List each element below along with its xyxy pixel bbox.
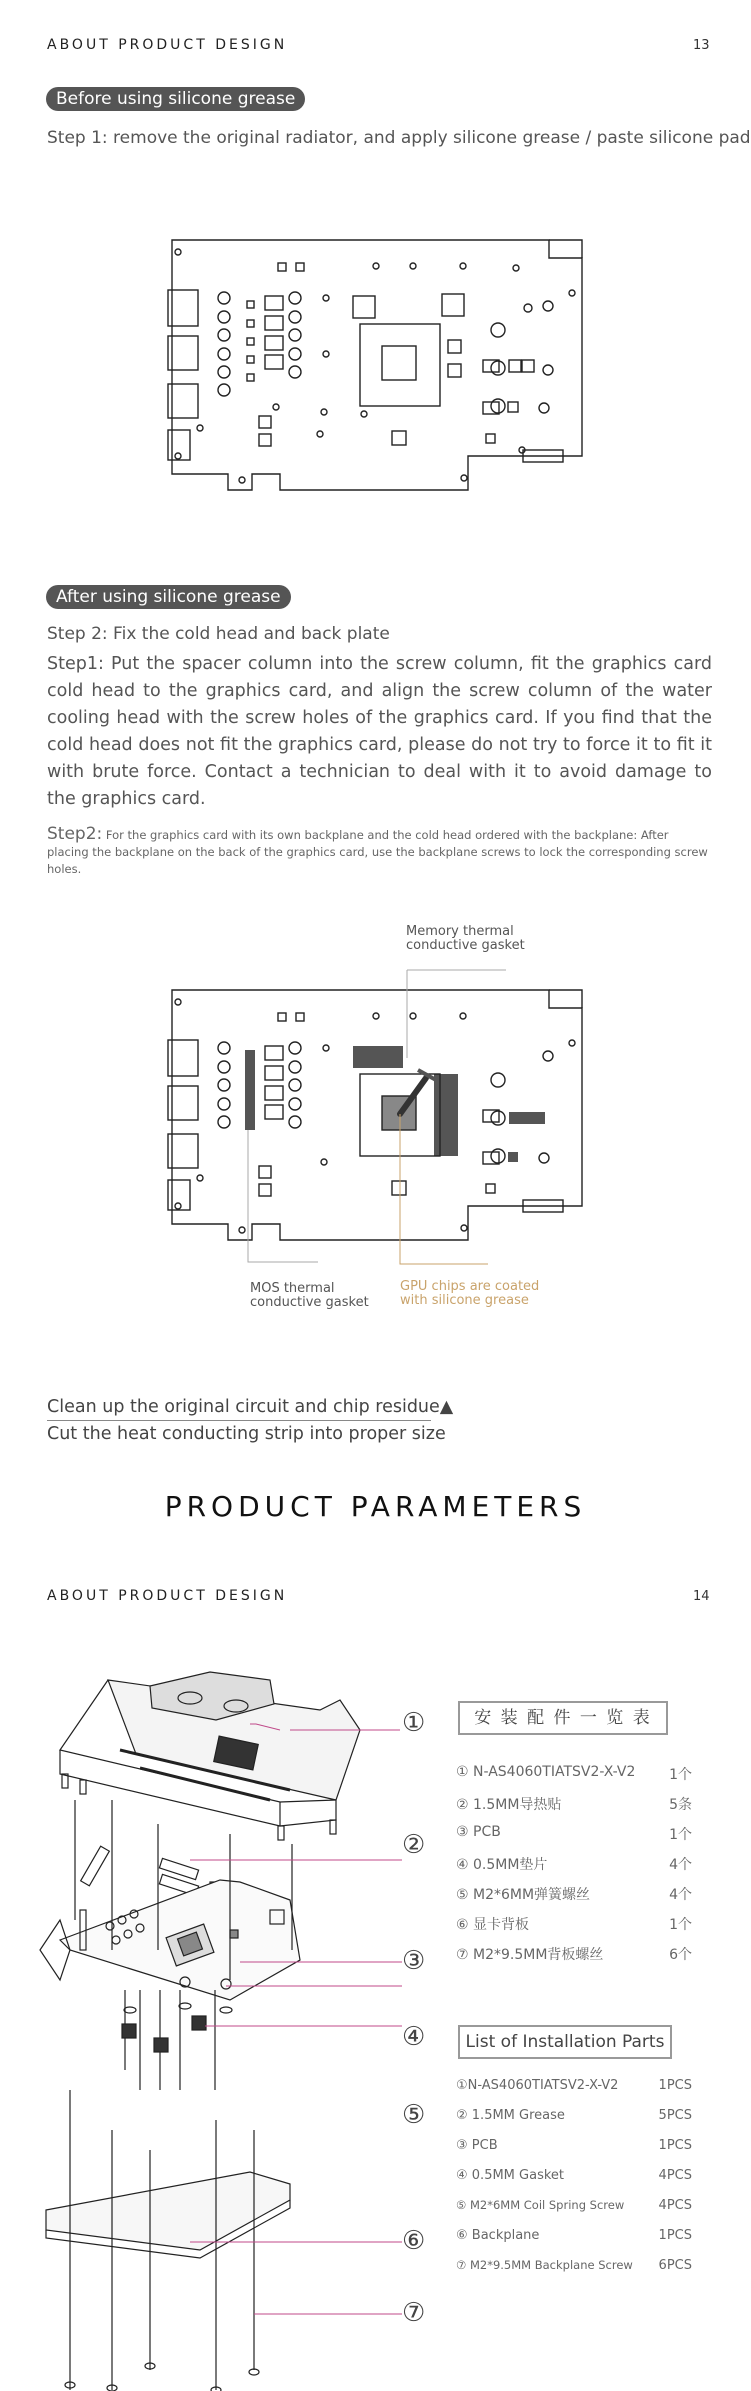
callout-7: ⑦: [402, 2298, 426, 2328]
step2-text: For the graphics card with its own backplane and the cold head ordered with the backplane: After placing the backplane on the back of the graphics card, use the backplane screws to lock the corresponding screw holes.: [47, 828, 708, 876]
list-item: ① N-AS4060TIATSV2-X-V2 1个: [456, 1764, 692, 1783]
callout-2: ②: [402, 1830, 426, 1860]
step2-paragraph: [47, 826, 712, 878]
pcb-diagram-after: [168, 988, 593, 1254]
callout-4: ④: [402, 2022, 426, 2052]
mos-callout-line1: MOS thermal: [250, 1281, 335, 1296]
list-item: ② 1.5MM导热贴 5条: [456, 1797, 692, 1813]
callout-5: ⑤: [402, 2100, 426, 2130]
section-title: PRODUCT PARAMETERS: [164, 1490, 587, 1523]
list-item: ④ 0.5MM Gasket 4PCS: [456, 2168, 692, 2183]
gpu-callout: [400, 1280, 539, 1308]
cut-strip-note: Cut the heat conducting strip into proper size: [47, 1424, 446, 1444]
page-header: ABOUT PRODUCT DESIGN: [47, 1588, 288, 1604]
memory-callout: [406, 925, 525, 953]
cn-parts-list: [456, 1764, 692, 1974]
after-grease-pill: After using silicone grease: [46, 585, 291, 609]
mos-callout: [250, 1282, 369, 1310]
list-item: ①N-AS4060TIATSV2-X-V2 1PCS: [456, 2078, 692, 2093]
list-item: ⑦ M2*9.5MM背板螺丝 6个: [456, 1947, 692, 1963]
list-item: ③ PCB 1个: [456, 1824, 692, 1843]
callout-3: ③: [402, 1946, 426, 1976]
pcb-diagram-before: [168, 238, 593, 504]
before-grease-pill: Before using silicone grease: [46, 87, 305, 111]
list-item: ④ 0.5MM垫片 4个: [456, 1857, 692, 1873]
en-parts-title: List of Installation Parts: [458, 2025, 672, 2059]
memory-callout-line1: Memory thermal: [406, 924, 514, 939]
list-item: ⑤ M2*6MM弹簧螺丝 4个: [456, 1887, 692, 1903]
en-parts-list: [456, 2078, 692, 2288]
memory-callout-line2: conductive gasket: [406, 938, 525, 953]
gpu-callout-line2: with silicone grease: [400, 1293, 529, 1308]
page-number: 14: [693, 1589, 710, 1604]
list-item: ③ PCB 1PCS: [456, 2138, 692, 2153]
cn-parts-title: 安 装 配 件 一 览 表: [458, 1701, 668, 1735]
step2-label: Step2:: [47, 824, 103, 844]
list-item: ⑥ Backplane 1PCS: [456, 2228, 692, 2243]
mos-callout-line2: conductive gasket: [250, 1295, 369, 1310]
list-item: ⑦ M2*9.5MM Backplane Screw 6PCS: [456, 2258, 692, 2273]
step1-instruction: Step 1: remove the original radiator, and apply silicone grease / paste silicone pad: [47, 128, 751, 148]
page-header: ABOUT PRODUCT DESIGN: [47, 37, 288, 53]
callout-1: ①: [402, 1708, 426, 1738]
step2-title: Step 2: Fix the cold head and back plate: [47, 624, 390, 644]
list-item: ② 1.5MM Grease 5PCS: [456, 2108, 692, 2123]
page-number: 13: [693, 38, 710, 53]
callout-6: ⑥: [402, 2226, 426, 2256]
list-item: ⑥ 显卡背板 1个: [456, 1917, 692, 1933]
clean-residue-note: Clean up the original circuit and chip residue▲: [47, 1397, 454, 1417]
divider: [47, 1420, 431, 1421]
step1-paragraph: Step1: Put the spacer column into the screw column, fit the graphics card cold head to the graphics card, and align the screw column of the water cooling head with the screw holes of the graphics card. If you find that the cold head does not fit the graphics card, please do not try to force it to fit it with brute force. Contact a technician to deal with it to avoid damage to the graphics card.: [47, 654, 712, 809]
list-item: ⑤ M2*6MM Coil Spring Screw 4PCS: [456, 2198, 692, 2213]
exploded-assembly-diagram: [40, 1650, 480, 2390]
gpu-callout-line1: GPU chips are coated: [400, 1279, 540, 1294]
